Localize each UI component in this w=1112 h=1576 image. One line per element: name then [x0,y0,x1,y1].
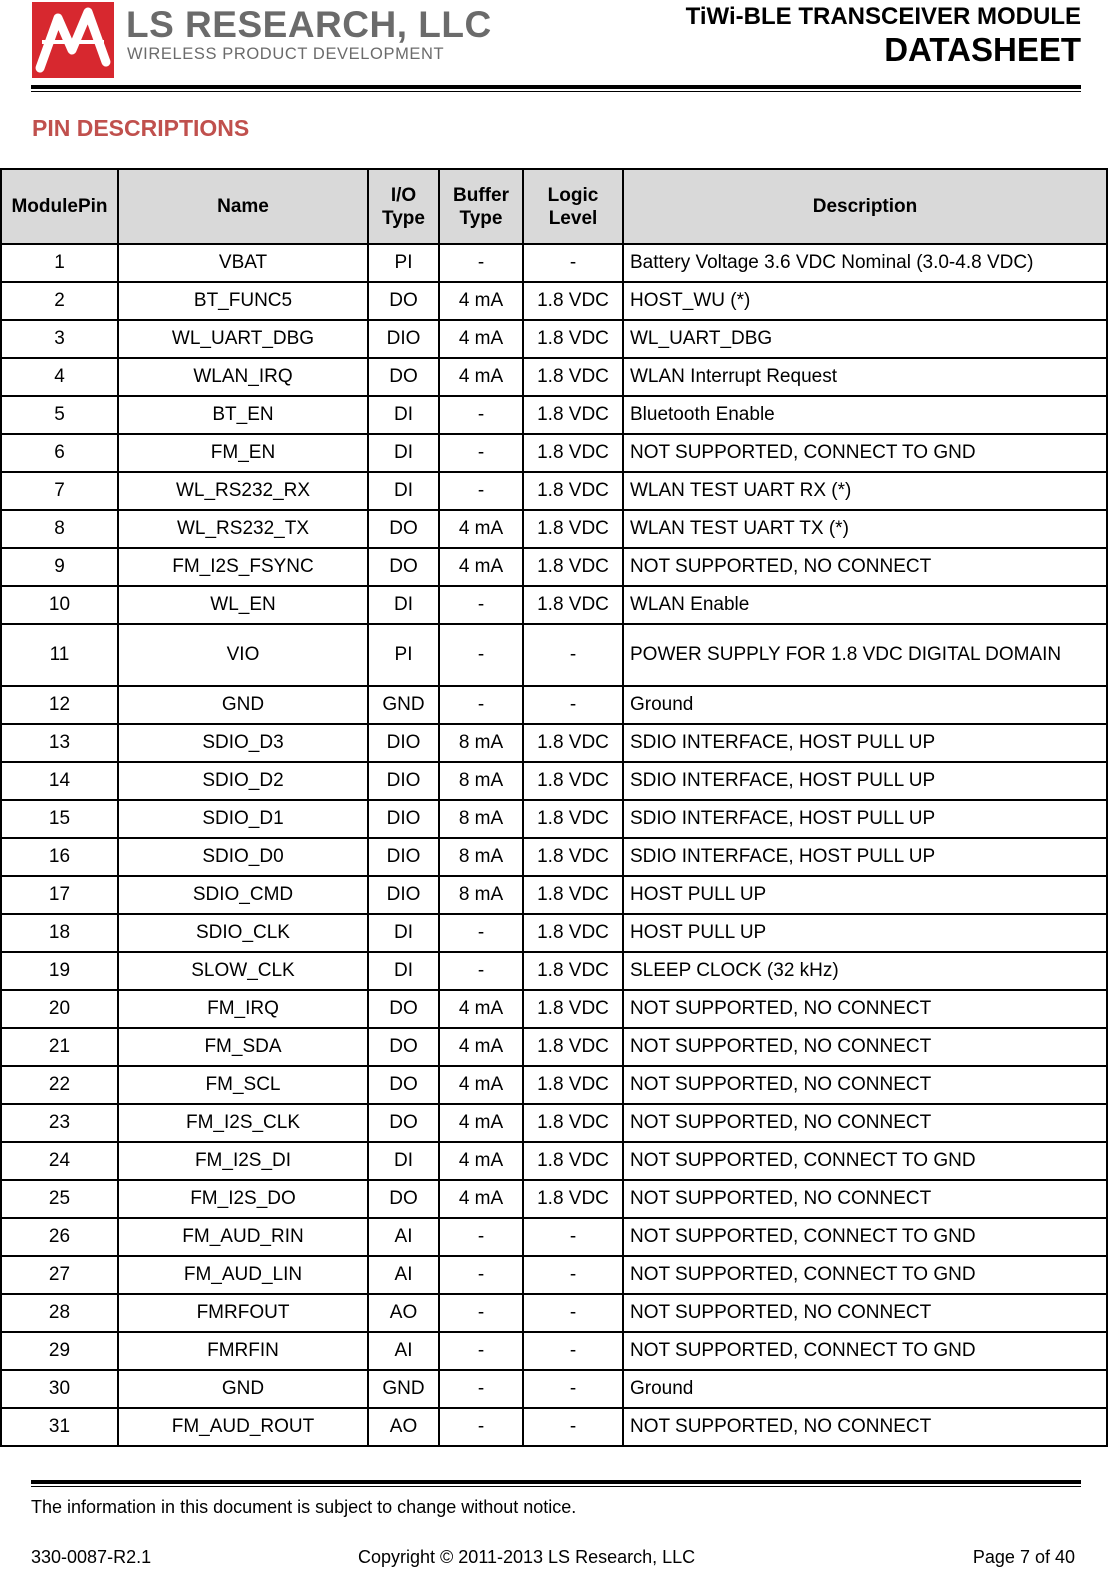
datasheet-label: DATASHEET [884,31,1081,68]
io-type: DI [368,434,439,472]
logic-level: 1.8 VDC [523,1180,623,1218]
io-type: AI [368,1332,439,1370]
logic-level: - [523,686,623,724]
pin-description: NOT SUPPORTED, NO CONNECT [623,1104,1107,1142]
io-type: AI [368,1218,439,1256]
pin-number: 14 [1,762,118,800]
pin-description: HOST PULL UP [623,876,1107,914]
table-row [1,282,1107,320]
table-row [1,1294,1107,1332]
table-row [1,548,1107,586]
pin-name: WL_UART_DBG [118,320,368,358]
pin-name: FMRFOUT [118,1294,368,1332]
pin-number: 21 [1,1028,118,1066]
io-type: PI [368,624,439,686]
column-header: I/O Type [368,169,439,244]
pin-description: NOT SUPPORTED, CONNECT TO GND [623,1332,1107,1370]
pin-number: 20 [1,990,118,1028]
pin-description: WLAN Interrupt Request [623,358,1107,396]
io-type: DI [368,586,439,624]
footer-divider [31,1480,1081,1484]
pin-number: 8 [1,510,118,548]
table-row [1,914,1107,952]
buffer-type: - [439,1332,523,1370]
pin-number: 11 [1,624,118,686]
pin-description: Ground [623,686,1107,724]
pin-name: SDIO_D2 [118,762,368,800]
buffer-type: 8 mA [439,838,523,876]
pin-name: FMRFIN [118,1332,368,1370]
pin-name: FM_I2S_DO [118,1180,368,1218]
logic-level: 1.8 VDC [523,1028,623,1066]
table-row [1,624,1107,686]
pin-number: 15 [1,800,118,838]
pin-name: SDIO_CMD [118,876,368,914]
footer-divider-thin [31,1486,1081,1487]
pin-description: NOT SUPPORTED, CONNECT TO GND [623,434,1107,472]
company-tagline: WIRELESS PRODUCT DEVELOPMENT [127,45,445,63]
io-type: PI [368,244,439,282]
logic-level: 1.8 VDC [523,800,623,838]
table-row [1,1104,1107,1142]
pin-description: POWER SUPPLY FOR 1.8 VDC DIGITAL DOMAIN [623,624,1107,686]
logic-level: - [523,1370,623,1408]
logic-level: 1.8 VDC [523,510,623,548]
table-header-row [1,169,1107,244]
pin-name: WL_EN [118,586,368,624]
logic-level: 1.8 VDC [523,434,623,472]
pin-number: 13 [1,724,118,762]
logic-level: - [523,244,623,282]
table-row [1,1408,1107,1446]
pin-description: NOT SUPPORTED, CONNECT TO GND [623,1256,1107,1294]
io-type: AO [368,1408,439,1446]
io-type: DIO [368,876,439,914]
buffer-type: - [439,952,523,990]
pin-description: NOT SUPPORTED, NO CONNECT [623,1028,1107,1066]
io-type: DO [368,1066,439,1104]
pin-name: SDIO_D3 [118,724,368,762]
pin-name: SDIO_D1 [118,800,368,838]
header-divider-thin [31,91,1081,92]
company-logo [30,0,492,80]
table-row [1,762,1107,800]
buffer-type: - [439,1218,523,1256]
io-type: DI [368,396,439,434]
header-divider [31,85,1081,89]
pin-description: WL_UART_DBG [623,320,1107,358]
logic-level: - [523,1332,623,1370]
pin-number: 3 [1,320,118,358]
table-row [1,586,1107,624]
section-title: PIN DESCRIPTIONS [32,115,250,141]
pin-number: 2 [1,282,118,320]
pin-description: Ground [623,1370,1107,1408]
table-row [1,358,1107,396]
pin-name: SDIO_CLK [118,914,368,952]
io-type: AI [368,1256,439,1294]
pin-name: GND [118,686,368,724]
buffer-type: 4 mA [439,1066,523,1104]
pin-name: VIO [118,624,368,686]
pin-description: WLAN Enable [623,586,1107,624]
logic-level: 1.8 VDC [523,1142,623,1180]
pin-number: 31 [1,1408,118,1446]
table-row [1,724,1107,762]
pin-description: SDIO INTERFACE, HOST PULL UP [623,762,1107,800]
pin-name: FM_SDA [118,1028,368,1066]
pin-number: 10 [1,586,118,624]
pin-name: SLOW_CLK [118,952,368,990]
table-body [1,244,1107,1446]
logic-level: 1.8 VDC [523,320,623,358]
pin-number: 1 [1,244,118,282]
table-row [1,1218,1107,1256]
pin-number: 19 [1,952,118,990]
io-type: DO [368,282,439,320]
buffer-type: 4 mA [439,990,523,1028]
logic-level: 1.8 VDC [523,952,623,990]
buffer-type: 4 mA [439,358,523,396]
pin-number: 9 [1,548,118,586]
buffer-type: - [439,586,523,624]
pin-number: 25 [1,1180,118,1218]
pin-descriptions-table [0,168,1108,1447]
pin-name: BT_FUNC5 [118,282,368,320]
io-type: DIO [368,800,439,838]
pin-number: 27 [1,1256,118,1294]
pin-number: 26 [1,1218,118,1256]
pin-name: WL_RS232_RX [118,472,368,510]
table-row [1,1180,1107,1218]
io-type: DO [368,1104,439,1142]
ls-research-logo-icon [32,2,114,78]
table-row [1,1142,1107,1180]
buffer-type: 4 mA [439,320,523,358]
table-row [1,472,1107,510]
logic-level: 1.8 VDC [523,762,623,800]
logic-level: 1.8 VDC [523,282,623,320]
pin-name: FM_I2S_DI [118,1142,368,1180]
io-type: DO [368,510,439,548]
pin-description: SLEEP CLOCK (32 kHz) [623,952,1107,990]
pin-description: NOT SUPPORTED, NO CONNECT [623,548,1107,586]
buffer-type: - [439,1408,523,1446]
table-row [1,1066,1107,1104]
table-row [1,1256,1107,1294]
logic-level: 1.8 VDC [523,1066,623,1104]
buffer-type: 8 mA [439,762,523,800]
buffer-type: 4 mA [439,548,523,586]
table-row [1,952,1107,990]
buffer-type: - [439,472,523,510]
buffer-type: - [439,396,523,434]
buffer-type: - [439,686,523,724]
column-header: Buffer Type [439,169,523,244]
pin-number: 28 [1,1294,118,1332]
pin-description: NOT SUPPORTED, NO CONNECT [623,1180,1107,1218]
pin-description: NOT SUPPORTED, NO CONNECT [623,1408,1107,1446]
pin-number: 23 [1,1104,118,1142]
pin-number: 16 [1,838,118,876]
logic-level: - [523,1294,623,1332]
column-header: Description [623,169,1107,244]
pin-name: FM_I2S_FSYNC [118,548,368,586]
table-row [1,686,1107,724]
table-row [1,1332,1107,1370]
pin-number: 7 [1,472,118,510]
pin-number: 29 [1,1332,118,1370]
logic-level: 1.8 VDC [523,724,623,762]
pin-name: VBAT [118,244,368,282]
buffer-type: - [439,1294,523,1332]
io-type: GND [368,686,439,724]
buffer-type: - [439,914,523,952]
table-row [1,800,1107,838]
pin-description: SDIO INTERFACE, HOST PULL UP [623,724,1107,762]
table-row [1,1370,1107,1408]
pin-name: FM_EN [118,434,368,472]
logic-level: 1.8 VDC [523,838,623,876]
pin-name: BT_EN [118,396,368,434]
io-type: DIO [368,838,439,876]
pin-number: 18 [1,914,118,952]
io-type: DIO [368,762,439,800]
logic-level: 1.8 VDC [523,472,623,510]
io-type: DIO [368,320,439,358]
table-row [1,990,1107,1028]
page-number: Page 7 of 40 [972,1547,1075,1567]
buffer-type: 4 mA [439,1104,523,1142]
buffer-type: 8 mA [439,876,523,914]
io-type: DI [368,1142,439,1180]
pin-number: 4 [1,358,118,396]
table-row [1,1028,1107,1066]
pin-description: NOT SUPPORTED, CONNECT TO GND [623,1218,1107,1256]
column-header: Name [118,169,368,244]
logic-level: - [523,624,623,686]
column-header: Logic Level [523,169,623,244]
pin-number: 5 [1,396,118,434]
table-row [1,244,1107,282]
buffer-type: - [439,624,523,686]
pin-name: FM_AUD_LIN [118,1256,368,1294]
buffer-type: 4 mA [439,1028,523,1066]
pin-number: 22 [1,1066,118,1104]
pin-name: WL_RS232_TX [118,510,368,548]
pin-name: SDIO_D0 [118,838,368,876]
io-type: DI [368,952,439,990]
buffer-type: - [439,244,523,282]
io-type: DO [368,1028,439,1066]
logic-level: 1.8 VDC [523,990,623,1028]
pin-number: 12 [1,686,118,724]
table-row [1,396,1107,434]
pin-name: WLAN_IRQ [118,358,368,396]
pin-description: HOST_WU (*) [623,282,1107,320]
pin-description: SDIO INTERFACE, HOST PULL UP [623,800,1107,838]
table-row [1,876,1107,914]
logic-level: 1.8 VDC [523,586,623,624]
pin-name: FM_I2S_CLK [118,1104,368,1142]
logic-level: 1.8 VDC [523,1104,623,1142]
table-row [1,510,1107,548]
buffer-type: 8 mA [439,724,523,762]
logic-level: 1.8 VDC [523,876,623,914]
pin-name: FM_IRQ [118,990,368,1028]
buffer-type: - [439,1256,523,1294]
logic-level: - [523,1218,623,1256]
pin-description: NOT SUPPORTED, CONNECT TO GND [623,1142,1107,1180]
buffer-type: - [439,434,523,472]
buffer-type: 4 mA [439,1180,523,1218]
pin-number: 6 [1,434,118,472]
io-type: DO [368,1180,439,1218]
pin-description: WLAN TEST UART TX (*) [623,510,1107,548]
logic-level: 1.8 VDC [523,914,623,952]
io-type: GND [368,1370,439,1408]
document-title [686,2,1081,68]
company-name: LS RESEARCH, LLC [126,4,492,45]
pin-description: Battery Voltage 3.6 VDC Nominal (3.0-4.8 VDC) [623,244,1107,282]
buffer-type: 4 mA [439,282,523,320]
pin-description: HOST PULL UP [623,914,1107,952]
pin-name: GND [118,1370,368,1408]
pin-description: NOT SUPPORTED, NO CONNECT [623,990,1107,1028]
pin-name: FM_AUD_ROUT [118,1408,368,1446]
io-type: DO [368,548,439,586]
table-row [1,434,1107,472]
pin-number: 24 [1,1142,118,1180]
column-header: ModulePin [1,169,118,244]
logic-level: 1.8 VDC [523,396,623,434]
buffer-type: 8 mA [439,800,523,838]
pin-number: 30 [1,1370,118,1408]
module-name: TiWi-BLE TRANSCEIVER MODULE [685,3,1081,30]
io-type: DI [368,472,439,510]
table-row [1,838,1107,876]
buffer-type: - [439,1370,523,1408]
logic-level: 1.8 VDC [523,548,623,586]
pin-number: 17 [1,876,118,914]
pin-description: SDIO INTERFACE, HOST PULL UP [623,838,1107,876]
pin-description: NOT SUPPORTED, NO CONNECT [623,1066,1107,1104]
change-notice: The information in this document is subject to change without notice. [31,1497,577,1517]
pin-description: WLAN TEST UART RX (*) [623,472,1107,510]
io-type: DO [368,990,439,1028]
buffer-type: 4 mA [439,510,523,548]
pin-description: Bluetooth Enable [623,396,1107,434]
document-number: 330-0087-R2.1 [31,1547,152,1567]
logic-level: - [523,1256,623,1294]
logic-level: - [523,1408,623,1446]
pin-description: NOT SUPPORTED, NO CONNECT [623,1294,1107,1332]
io-type: AO [368,1294,439,1332]
pin-name: FM_AUD_RIN [118,1218,368,1256]
table-row [1,320,1107,358]
io-type: DI [368,914,439,952]
copyright: Copyright © 2011-2013 LS Research, LLC [358,1547,696,1567]
io-type: DO [368,358,439,396]
pin-name: FM_SCL [118,1066,368,1104]
buffer-type: 4 mA [439,1142,523,1180]
io-type: DIO [368,724,439,762]
logic-level: 1.8 VDC [523,358,623,396]
